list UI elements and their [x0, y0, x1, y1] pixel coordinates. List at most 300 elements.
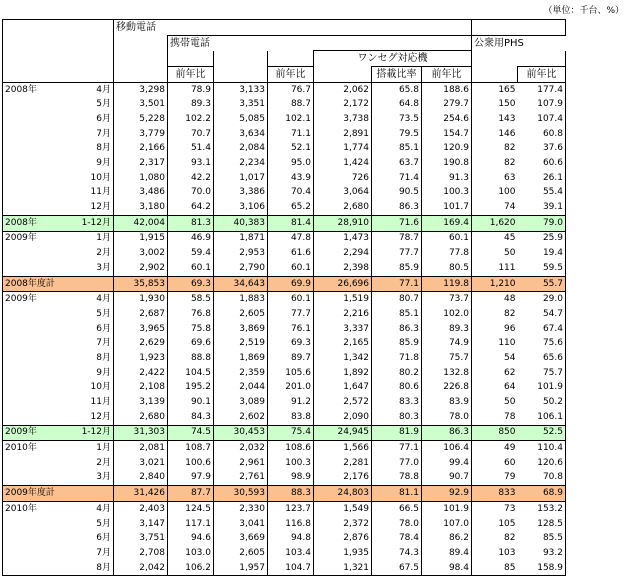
table-cell: 1,549	[314, 502, 372, 517]
table-cell: 2,062	[314, 82, 372, 97]
table-cell: 86.3	[372, 200, 422, 215]
table-cell: 3,147	[114, 517, 168, 532]
table-cell: 2,519	[214, 336, 268, 351]
table-cell: 98.4	[422, 561, 472, 576]
table-cell: 132.8	[422, 366, 472, 381]
table-cell: 59.4	[168, 246, 214, 261]
table-cell: 70.0	[168, 186, 214, 201]
table-cell: 99.4	[422, 456, 472, 471]
table-cell: 1,080	[114, 171, 168, 186]
yoy-header: 前年比	[268, 67, 314, 83]
table-cell: 92.9	[422, 486, 472, 502]
shipment-table	[2, 19, 566, 576]
row-period	[3, 336, 69, 351]
table-cell: 1,566	[314, 441, 372, 456]
table-cell: 77.8	[422, 246, 472, 261]
row-period	[3, 307, 69, 322]
table-cell: 60.1	[268, 292, 314, 307]
table-cell: 2,165	[314, 336, 372, 351]
table-cell: 188.6	[422, 82, 472, 97]
row-period	[3, 366, 69, 381]
table-cell: 70.8	[518, 471, 566, 486]
table-cell: 1,923	[114, 351, 168, 366]
table-cell: 3,869	[214, 322, 268, 337]
table-cell: 60.1	[168, 261, 214, 276]
row-month: 12月	[69, 200, 114, 215]
table-cell: 86.2	[422, 531, 472, 546]
table-row	[3, 395, 566, 410]
table-cell: 78.4	[372, 531, 422, 546]
table-cell: 81.3	[168, 215, 214, 231]
table-body	[3, 82, 566, 576]
table-cell: 3,738	[314, 112, 372, 127]
table-cell: 110	[498, 338, 516, 349]
table-cell: 2,172	[314, 97, 372, 112]
table-cell: 108.6	[268, 441, 314, 456]
row-month	[69, 486, 114, 502]
row-month: 8月	[69, 142, 114, 157]
table-cell: 2,605	[214, 546, 268, 561]
table-cell: 2,605	[214, 307, 268, 322]
row-period	[3, 456, 69, 471]
row-period: 2009年度計	[3, 486, 69, 502]
table-cell: 96	[504, 323, 516, 334]
table-cell: 69.3	[168, 276, 214, 292]
table-row	[3, 351, 566, 366]
row-period: 2010年	[3, 502, 69, 517]
table-cell: 31,303	[114, 425, 168, 441]
table-cell: 107.4	[518, 112, 566, 127]
row-period	[3, 531, 69, 546]
table-cell: 60	[504, 457, 516, 468]
row-month: 1-12月	[69, 215, 114, 231]
table-cell: 128.5	[518, 517, 566, 532]
row-period: 2009年	[3, 231, 69, 246]
table-row	[3, 531, 566, 546]
table-cell: 90.5	[372, 186, 422, 201]
table-row	[3, 82, 566, 97]
table-row	[3, 127, 566, 142]
table-cell: 1,774	[314, 142, 372, 157]
table-cell: 51.4	[168, 142, 214, 157]
table-cell: 2,317	[114, 156, 168, 171]
table-cell: 70.4	[268, 186, 314, 201]
table-cell: 77.1	[372, 441, 422, 456]
table-cell: 75.7	[422, 351, 472, 366]
row-period	[3, 546, 69, 561]
table-cell: 2,876	[314, 531, 372, 546]
table-row	[3, 142, 566, 157]
table-cell: 74.3	[372, 546, 422, 561]
table-cell: 49	[504, 443, 516, 454]
table-cell: 50	[504, 397, 516, 408]
table-cell: 2,108	[114, 381, 168, 396]
table-cell: 3,779	[114, 127, 168, 142]
table-cell: 1,519	[314, 292, 372, 307]
table-cell: 102.1	[268, 112, 314, 127]
table-cell: 3,486	[114, 186, 168, 201]
header-row-3	[3, 51, 566, 67]
table-cell: 28,910	[314, 215, 372, 231]
table-cell: 89.3	[422, 322, 472, 337]
table-cell: 74.9	[422, 336, 472, 351]
table-cell: 81.1	[372, 486, 422, 502]
table-row	[3, 97, 566, 112]
oneseg-header: ワンセグ対応機	[314, 51, 472, 67]
table-row	[3, 261, 566, 276]
table-cell: 107.9	[518, 97, 566, 112]
table-cell: 60.1	[422, 231, 472, 246]
row-period	[3, 561, 69, 576]
table-row	[3, 336, 566, 351]
table-cell: 3,180	[114, 200, 168, 215]
table-cell: 46.9	[168, 231, 214, 246]
table-cell: 67.4	[518, 322, 566, 337]
table-cell: 1,342	[314, 351, 372, 366]
table-cell: 73	[504, 503, 516, 514]
row-month: 6月	[69, 322, 114, 337]
table-cell: 25.9	[518, 231, 566, 246]
row-period	[3, 142, 69, 157]
table-cell: 75.7	[518, 366, 566, 381]
row-month: 7月	[69, 546, 114, 561]
table-cell: 54	[504, 352, 516, 363]
table-cell: 103.4	[268, 546, 314, 561]
table-cell: 2,902	[114, 261, 168, 276]
table-cell: 93.1	[168, 156, 214, 171]
table-cell: 81.4	[268, 215, 314, 231]
table-cell: 3,751	[114, 531, 168, 546]
table-cell: 3,133	[214, 82, 268, 97]
table-cell: 79.0	[518, 215, 566, 231]
table-cell: 75.8	[168, 322, 214, 337]
table-cell: 47.8	[268, 231, 314, 246]
table-cell: 226.8	[422, 381, 472, 396]
row-period	[3, 322, 69, 337]
table-cell: 1,957	[214, 561, 268, 576]
table-cell: 87.7	[168, 486, 214, 502]
row-month: 5月	[69, 307, 114, 322]
table-cell: 76.7	[268, 82, 314, 97]
table-cell: 98.9	[268, 471, 314, 486]
table-cell: 60.1	[268, 261, 314, 276]
table-cell: 2,176	[314, 471, 372, 486]
table-cell: 105.6	[268, 366, 314, 381]
table-cell: 45	[504, 233, 516, 244]
row-month: 3月	[69, 261, 114, 276]
row-month: 12月	[69, 410, 114, 425]
table-row	[3, 156, 566, 171]
table-cell: 60.8	[518, 127, 566, 142]
table-cell: 82	[504, 143, 516, 154]
table-cell: 150	[498, 99, 516, 110]
table-row	[3, 425, 566, 441]
table-cell: 54.7	[518, 307, 566, 322]
table-cell: 77.1	[372, 276, 422, 292]
table-cell: 1,883	[214, 292, 268, 307]
yoy-header: 前年比	[168, 67, 214, 83]
row-month: 5月	[69, 517, 114, 532]
table-cell: 106.4	[422, 441, 472, 456]
table-row	[3, 112, 566, 127]
table-cell: 2,081	[114, 441, 168, 456]
table-cell: 165	[472, 82, 518, 97]
table-cell: 42.2	[168, 171, 214, 186]
table-cell: 39.1	[518, 200, 566, 215]
table-cell: 2,090	[314, 410, 372, 425]
table-cell: 89.7	[268, 351, 314, 366]
row-month: 5月	[69, 97, 114, 112]
table-cell: 3,386	[214, 186, 268, 201]
table-cell: 67.5	[372, 561, 422, 576]
table-row	[3, 410, 566, 425]
row-period	[3, 471, 69, 486]
cellular-header: 携帯電話	[168, 35, 472, 51]
table-cell: 2,602	[214, 410, 268, 425]
row-month: 2月	[69, 456, 114, 471]
table-cell: 154.7	[422, 127, 472, 142]
table-cell: 3,002	[114, 246, 168, 261]
table-cell: 63	[504, 172, 516, 183]
header-row-4	[3, 67, 566, 83]
table-cell: 120.6	[518, 456, 566, 471]
row-period	[3, 97, 69, 112]
table-cell: 3,298	[114, 82, 168, 97]
table-cell: 50.2	[518, 395, 566, 410]
table-cell: 850	[472, 425, 518, 441]
row-period	[3, 156, 69, 171]
row-month: 1月	[69, 441, 114, 456]
table-cell: 84.3	[168, 410, 214, 425]
table-row	[3, 322, 566, 337]
table-cell: 65.6	[518, 351, 566, 366]
table-cell: 90.7	[422, 471, 472, 486]
row-period	[3, 351, 69, 366]
table-cell: 158.9	[518, 561, 566, 576]
row-month: 1月	[69, 231, 114, 246]
table-cell: 65.8	[372, 82, 422, 97]
table-cell: 62	[504, 367, 516, 378]
table-cell: 31,426	[114, 486, 168, 502]
table-cell: 3,041	[214, 517, 268, 532]
table-row	[3, 200, 566, 215]
row-period	[3, 261, 69, 276]
table-cell: 43.9	[268, 171, 314, 186]
table-cell: 2,961	[214, 456, 268, 471]
table-cell: 190.8	[422, 156, 472, 171]
table-cell: 279.7	[422, 97, 472, 112]
table-cell: 101.9	[422, 502, 472, 517]
table-cell: 68.9	[518, 486, 566, 502]
table-cell: 1,424	[314, 156, 372, 171]
table-cell: 69.6	[168, 336, 214, 351]
row-month: 6月	[69, 531, 114, 546]
header-row-2	[3, 35, 566, 51]
table-cell: 26.1	[518, 171, 566, 186]
table-cell: 78	[504, 411, 516, 422]
table-cell: 83.8	[268, 410, 314, 425]
table-cell: 2,891	[314, 127, 372, 142]
table-row	[3, 471, 566, 486]
table-cell: 80.5	[422, 261, 472, 276]
table-cell: 70.7	[168, 127, 214, 142]
table-cell: 66.5	[372, 502, 422, 517]
row-period: 2008年	[3, 82, 69, 97]
table-cell: 85.1	[372, 142, 422, 157]
row-period: 2009年	[3, 292, 69, 307]
table-cell: 2,032	[214, 441, 268, 456]
table-cell: 3,089	[214, 395, 268, 410]
table-cell: 3,965	[114, 322, 168, 337]
table-cell: 30,593	[214, 486, 268, 502]
table-cell: 59.5	[518, 261, 566, 276]
table-cell: 726	[314, 171, 372, 186]
table-cell: 71.6	[372, 215, 422, 231]
table-cell: 76.1	[268, 322, 314, 337]
table-cell: 90.1	[168, 395, 214, 410]
row-month: 4月	[69, 82, 114, 97]
table-cell: 100.3	[268, 456, 314, 471]
table-row	[3, 171, 566, 186]
row-period	[3, 171, 69, 186]
table-cell: 88.7	[268, 97, 314, 112]
row-period: 2009年	[3, 425, 69, 441]
table-cell: 48	[504, 294, 516, 305]
table-row	[3, 307, 566, 322]
table-cell: 2,680	[314, 200, 372, 215]
table-cell: 1,869	[214, 351, 268, 366]
row-month: 4月	[69, 292, 114, 307]
yoy-header: 前年比	[422, 67, 472, 83]
unit-note: （単位：千台、%）	[543, 6, 624, 16]
row-month: 10月	[69, 171, 114, 186]
table-cell: 116.8	[268, 517, 314, 532]
table-cell: 88.3	[268, 486, 314, 502]
table-cell: 3,021	[114, 456, 168, 471]
table-row	[3, 231, 566, 246]
table-cell: 3,634	[214, 127, 268, 142]
table-cell: 61.6	[268, 246, 314, 261]
table-cell: 79	[504, 472, 516, 483]
table-cell: 1,935	[314, 546, 372, 561]
table-cell: 71.8	[372, 351, 422, 366]
table-row	[3, 381, 566, 396]
table-cell: 85.5	[518, 531, 566, 546]
table-cell: 1,017	[214, 171, 268, 186]
table-cell: 102.2	[168, 112, 214, 127]
table-cell: 76.8	[168, 307, 214, 322]
table-cell: 2,687	[114, 307, 168, 322]
table-cell: 5,228	[114, 112, 168, 127]
table-cell: 143	[498, 113, 516, 124]
table-cell: 101.9	[518, 381, 566, 396]
table-cell: 94.6	[168, 531, 214, 546]
table-cell: 81.9	[372, 425, 422, 441]
table-cell: 82	[504, 308, 516, 319]
table-cell: 55.7	[518, 276, 566, 292]
table-cell: 85	[472, 561, 518, 576]
table-cell: 77.0	[372, 456, 422, 471]
table-cell: 77.7	[372, 246, 422, 261]
table-cell: 71.4	[372, 171, 422, 186]
row-month: 3月	[69, 471, 114, 486]
table-cell: 102.0	[422, 307, 472, 322]
row-month: 1-12月	[69, 425, 114, 441]
table-cell: 100	[498, 187, 516, 198]
yoy-header: 前年比	[518, 67, 566, 83]
row-month: 10月	[69, 381, 114, 396]
table-cell: 63.7	[372, 156, 422, 171]
table-row	[3, 546, 566, 561]
table-cell: 85.9	[372, 261, 422, 276]
table-cell: 80.7	[372, 292, 422, 307]
row-period: 2008年	[3, 215, 69, 231]
table-cell: 3,106	[214, 200, 268, 215]
table-cell: 1,892	[314, 366, 372, 381]
table-cell: 104.7	[268, 561, 314, 576]
table-cell: 30,453	[214, 425, 268, 441]
row-period	[3, 246, 69, 261]
table-cell: 95.0	[268, 156, 314, 171]
table-cell: 124.5	[168, 502, 214, 517]
table-cell: 60.6	[518, 156, 566, 171]
table-row	[3, 517, 566, 532]
table-cell: 103	[498, 547, 516, 558]
table-cell: 91.2	[268, 395, 314, 410]
row-period	[3, 395, 69, 410]
table-row	[3, 486, 566, 502]
table-cell: 3,139	[114, 395, 168, 410]
row-month: 7月	[69, 336, 114, 351]
table-cell: 3,337	[314, 322, 372, 337]
table-cell: 100.6	[168, 456, 214, 471]
row-period: 2008年度計	[3, 276, 69, 292]
table-cell: 86.3	[372, 322, 422, 337]
table-cell: 119.8	[422, 276, 472, 292]
table-cell: 1,871	[214, 231, 268, 246]
row-month: 11月	[69, 395, 114, 410]
table-cell: 69.3	[268, 336, 314, 351]
table-cell: 103.0	[168, 546, 214, 561]
table-cell: 1,620	[472, 215, 518, 231]
table-cell: 64.8	[372, 97, 422, 112]
table-cell: 86.3	[422, 425, 472, 441]
table-cell: 42,004	[114, 215, 168, 231]
table-cell: 78.9	[168, 82, 214, 97]
table-cell: 833	[472, 486, 518, 502]
table-cell: 34,643	[214, 276, 268, 292]
table-cell: 1,930	[114, 292, 168, 307]
table-cell: 2,042	[114, 561, 168, 576]
table-row	[3, 292, 566, 307]
row-period	[3, 127, 69, 142]
table-cell: 123.7	[268, 502, 314, 517]
table-cell: 40,383	[214, 215, 268, 231]
table-cell: 2,572	[314, 395, 372, 410]
table-cell: 94.8	[268, 531, 314, 546]
table-cell: 85.1	[372, 307, 422, 322]
table-cell: 106.1	[518, 410, 566, 425]
table-cell: 64	[504, 382, 516, 393]
table-cell: 177.4	[518, 82, 566, 97]
table-cell: 78.8	[372, 471, 422, 486]
row-period	[3, 186, 69, 201]
table-cell: 2,761	[214, 471, 268, 486]
table-cell: 75.4	[268, 425, 314, 441]
row-period	[3, 200, 69, 215]
table-cell: 107.0	[422, 517, 472, 532]
table-cell: 37.6	[518, 142, 566, 157]
